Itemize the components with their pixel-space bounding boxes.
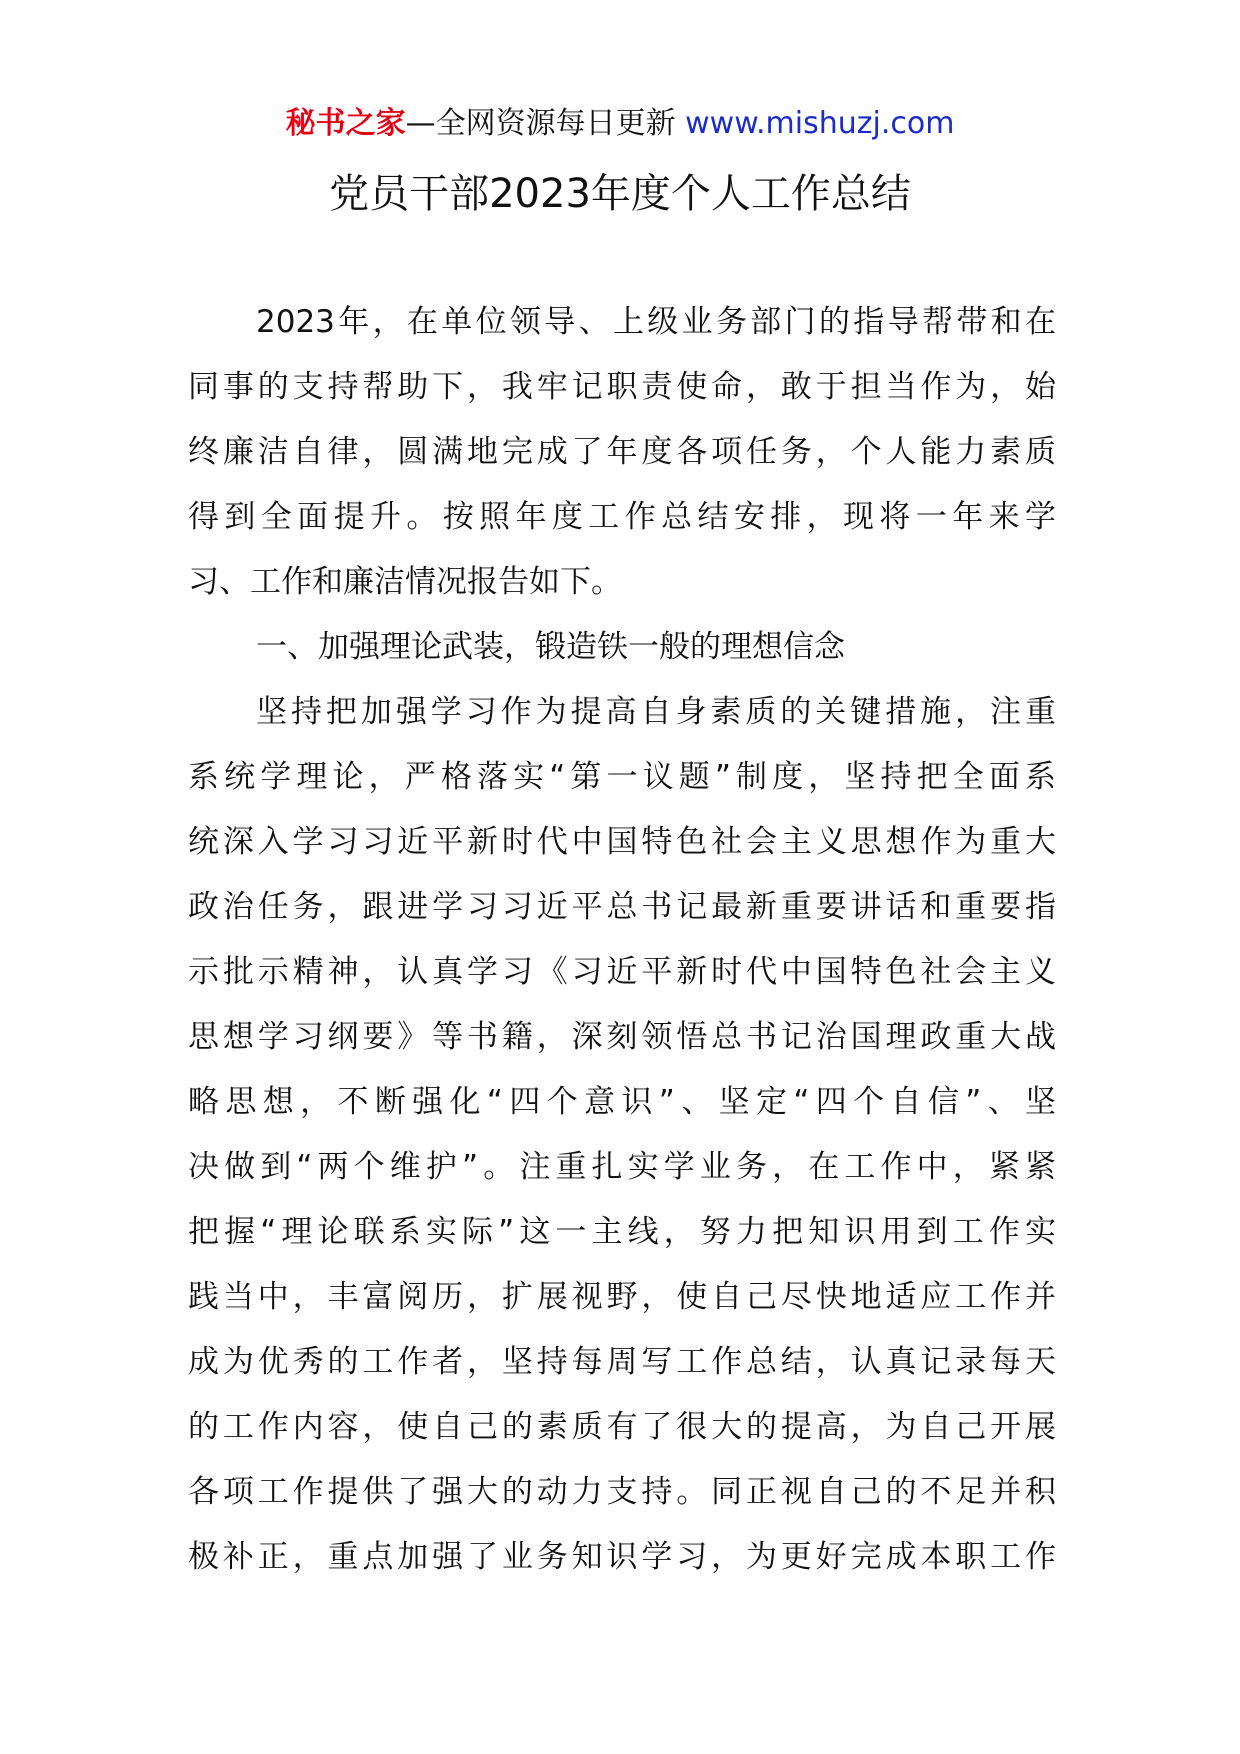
paragraph-2-line: 坚持把加强学习作为提高自身素质的关键措施，注重 bbox=[256, 694, 1056, 730]
document-body bbox=[188, 290, 1056, 1590]
paragraph-2-line: 的工作内容，使自己的素质有了很大的提高，为自己开展 bbox=[188, 1409, 1056, 1445]
paragraph-2-line: 思想学习纲要》等书籍，深刻领悟总书记治国理政重大战 bbox=[188, 1019, 1056, 1055]
banner-url: www.mishuzj.com bbox=[685, 106, 955, 141]
paragraph-2-line: 极补正，重点加强了业务知识学习，为更好完成本职工作 bbox=[188, 1539, 1056, 1575]
paragraph-1-line: 终廉洁自律，圆满地完成了年度各项任务，个人能力素质 bbox=[188, 434, 1056, 470]
banner-tagline: —全网资源每日更新 bbox=[405, 106, 686, 141]
paragraph-2-line: 系统学理论，严格落实“第一议题”制度，坚持把全面系 bbox=[188, 759, 1056, 795]
paragraph-1-line: 习、工作和廉洁情况报告如下。 bbox=[188, 564, 622, 600]
paragraph-2-line: 政治任务，跟进学习习近平总书记最新重要讲话和重要指 bbox=[188, 889, 1056, 925]
section-1-heading: 一、加强理论武装，锻造铁一般的理想信念 bbox=[256, 629, 845, 665]
paragraph-1-line: 2023年，在单位领导、上级业务部门的指导帮带和在 bbox=[256, 304, 1056, 340]
paragraph-2-line: 略思想，不断强化“四个意识”、坚定“四个自信”、坚 bbox=[188, 1084, 1056, 1120]
paragraph-2-line: 各项工作提供了强大的动力支持。同正视自己的不足并积 bbox=[188, 1474, 1056, 1510]
watermark-banner bbox=[0, 102, 1240, 146]
document-title: 党员干部2023年度个人工作总结 bbox=[329, 171, 911, 217]
banner-brand: 秘书之家 bbox=[285, 106, 406, 141]
paragraph-1-line: 得到全面提升。按照年度工作总结安排，现将一年来学 bbox=[188, 499, 1056, 535]
paragraph-2-line: 决做到“两个维护”。注重扎实学业务，在工作中，紧紧 bbox=[188, 1149, 1056, 1185]
paragraph-2-line: 统深入学习习近平新时代中国特色社会主义思想作为重大 bbox=[188, 824, 1056, 860]
paragraph-2-line: 示批示精神，认真学习《习近平新时代中国特色社会主义 bbox=[188, 954, 1056, 990]
paragraph-1-line: 同事的支持帮助下，我牢记职责使命，敢于担当作为，始 bbox=[188, 369, 1056, 405]
paragraph-2-line: 把握“理论联系实际”这一主线，努力把知识用到工作实 bbox=[188, 1214, 1056, 1250]
paragraph-2-line: 践当中，丰富阅历，扩展视野，使自己尽快地适应工作并 bbox=[188, 1279, 1056, 1315]
paragraph-2-line: 成为优秀的工作者，坚持每周写工作总结，认真记录每天 bbox=[188, 1344, 1056, 1380]
